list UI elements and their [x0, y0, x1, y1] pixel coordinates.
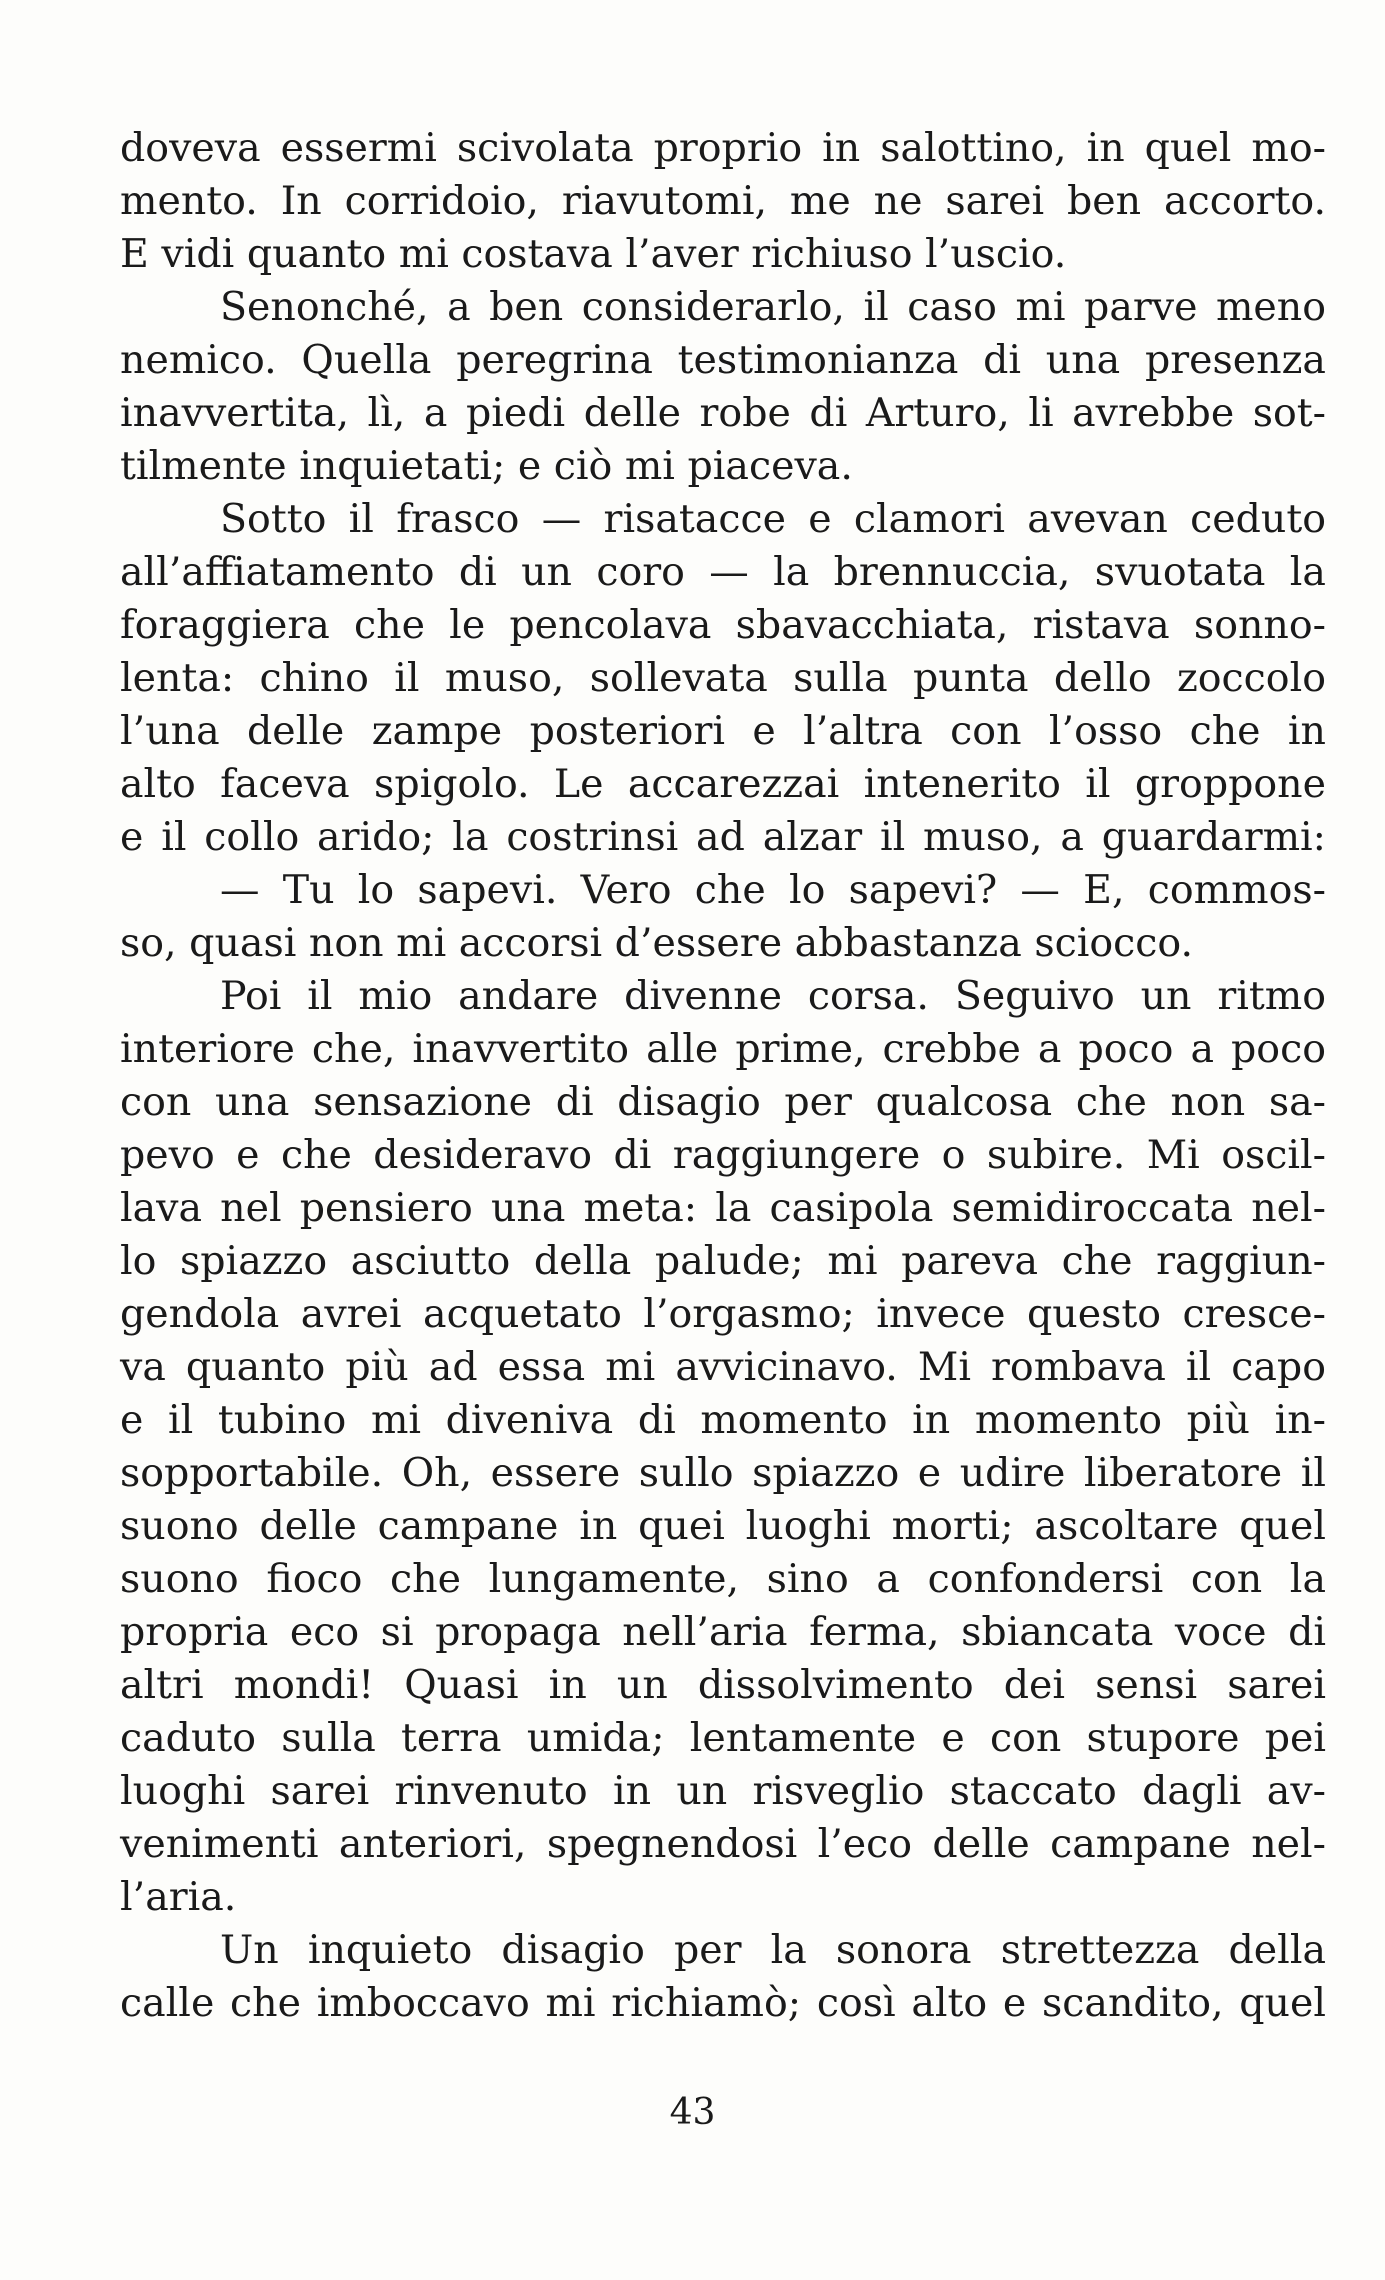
text-line: calle che imboccavo mi richiamò; così alto e scandito, quel — [120, 1980, 1326, 2026]
text-line: luoghi sarei rinvenuto in un risveglio staccato dagli av- — [120, 1768, 1326, 1814]
text-line: lo spiazzo asciutto della palude; mi pareva che raggiun- — [120, 1238, 1326, 1284]
body-text — [120, 122, 1326, 2030]
text-line: nemico. Quella peregrina testimonianza di una presenza — [120, 337, 1326, 383]
text-line: Senonché, a ben considerarlo, il caso mi parve meno — [220, 284, 1326, 330]
text-line: mento. In corridoio, riavutomi, me ne sarei ben accorto. — [120, 178, 1326, 224]
text-line: va quanto più ad essa mi avvicinavo. Mi rombava il capo — [120, 1344, 1326, 1390]
page-number: 43 — [669, 2092, 716, 2133]
text-line: Un inquieto disagio per la sonora strettezza della — [220, 1927, 1326, 1973]
text-line: venimenti anteriori, spegnendosi l’eco delle campane nel- — [120, 1821, 1326, 1867]
text-line: all’affiatamento di un coro — la brennuccia, svuotata la — [120, 549, 1326, 595]
text-line: doveva essermi scivolata proprio in salottino, in quel mo- — [120, 125, 1326, 171]
text-line: l’aria. — [120, 1874, 237, 1920]
text-line: E vidi quanto mi costava l’aver richiuso l’uscio. — [120, 231, 1067, 277]
text-line: l’una delle zampe posteriori e l’altra con l’osso che in — [120, 708, 1326, 754]
text-line: gendola avrei acquetato l’orgasmo; invece questo cresce- — [120, 1291, 1326, 1337]
text-line: con una sensazione di disagio per qualcosa che non sa- — [120, 1079, 1326, 1125]
text-line: suono fioco che lungamente, sino a confondersi con la — [120, 1556, 1326, 1602]
text-line: altri mondi! Quasi in un dissolvimento dei sensi sarei — [120, 1662, 1326, 1708]
text-line: suono delle campane in quei luoghi morti; ascoltare quel — [120, 1503, 1326, 1549]
text-line: caduto sulla terra umida; lentamente e con stupore pei — [120, 1715, 1326, 1761]
text-line: e il collo arido; la costrinsi ad alzar il muso, a guardarmi: — [120, 814, 1326, 860]
text-line: pevo e che desideravo di raggiungere o subire. Mi oscil- — [120, 1132, 1326, 1178]
text-line: sopportabile. Oh, essere sullo spiazzo e udire liberatore il — [120, 1450, 1326, 1496]
text-line: — Tu lo sapevi. Vero che lo sapevi? — E, commos- — [220, 867, 1326, 913]
text-line: alto faceva spigolo. Le accarezzai intenerito il groppone — [120, 761, 1326, 807]
text-line: tilmente inquietati; e ciò mi piaceva. — [120, 443, 853, 489]
text-line: foraggiera che le pencolava sbavacchiata, ristava sonno- — [120, 602, 1326, 648]
text-line: interiore che, inavvertito alle prime, crebbe a poco a poco — [120, 1026, 1326, 1072]
text-line: propria eco si propaga nell’aria ferma, sbiancata voce di — [120, 1609, 1326, 1655]
text-line: lenta: chino il muso, sollevata sulla punta dello zoccolo — [120, 655, 1326, 701]
text-line: e il tubino mi diveniva di momento in momento più in- — [120, 1397, 1326, 1443]
text-line: lava nel pensiero una meta: la casipola semidiroccata nel- — [120, 1185, 1326, 1231]
text-line: so, quasi non mi accorsi d’essere abbastanza sciocco. — [120, 920, 1194, 966]
text-line: Sotto il frasco — risatacce e clamori avevan ceduto — [220, 496, 1326, 542]
text-line: Poi il mio andare divenne corsa. Seguivo un ritmo — [220, 973, 1326, 1019]
text-line: inavvertita, lì, a piedi delle robe di Arturo, li avrebbe sot- — [120, 390, 1326, 436]
